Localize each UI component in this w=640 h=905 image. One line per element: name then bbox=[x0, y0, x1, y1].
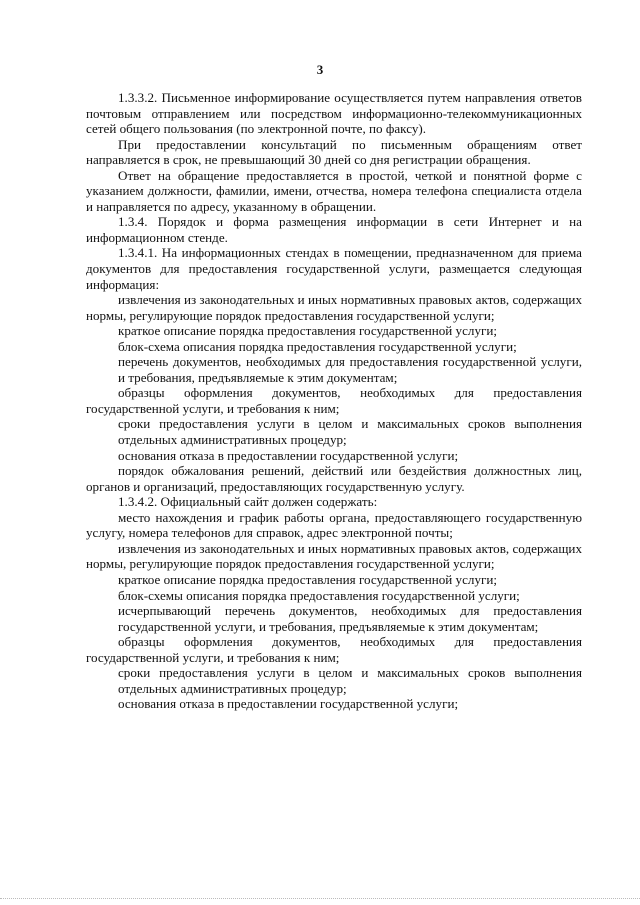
scan-edge-divider bbox=[0, 898, 640, 900]
list-item: блок-схемы описания порядка предоставления государственной услуги; bbox=[118, 587, 520, 603]
paragraph-1-3-4-2: 1.3.4.2. Официальный сайт должен содержать: bbox=[118, 494, 378, 510]
document-body bbox=[86, 90, 582, 712]
list-item: образцы оформления документов, необходимых для предоставления государственной услуги, и требования к ним; bbox=[86, 385, 582, 416]
list-item: перечень документов, необходимых для предоставления государственной услуги, и требования, предъявляемые к этим документам; bbox=[118, 354, 582, 385]
paragraph-1-3-4: 1.3.4. Порядок и форма размещения информации в сети Интернет и на информационном стенде. bbox=[86, 214, 582, 245]
list-item: блок-схема описания порядка предоставления государственной услуги; bbox=[118, 338, 517, 354]
list-item: краткое описание порядка предоставления государственной услуги; bbox=[118, 571, 498, 587]
list-item: основания отказа в предоставлении государственной услуги; bbox=[118, 447, 459, 463]
list-item: место нахождения и график работы органа, предоставляющего государственную услугу, номера телефонов для справок, адрес электронной почты; bbox=[86, 509, 582, 541]
list-item: порядок обжалования решений, действий или бездействия должностных лиц, органов и организаций, предоставляющих государственную услугу. bbox=[86, 463, 582, 494]
list-item: извлечения из законодательных и иных нормативных правовых актов, содержащих нормы, регулирующие порядок предоставления государственной услуги; bbox=[86, 540, 582, 572]
paragraph-1-3-3-2: 1.3.3.2. Письменное информирование осуществляется путем направления ответов почтовым отправлением или посредством информационно-телекоммуникационных сетей общего пользования (по электронной почте, по факсу). bbox=[86, 90, 582, 137]
paragraph-response-deadline: При предоставлении консультаций по письменным обращениям ответ направляется в срок, не превышающий 30 дней со дня регистрации обращения. bbox=[86, 136, 582, 168]
paragraph-response-form: Ответ на обращение предоставляется в простой, четкой и понятной форме с указанием должности, фамилии, имени, отчества, номера телефона специалиста отдела и направляется по адресу, указанному в обращении. bbox=[86, 167, 582, 214]
list-item: сроки предоставления услуги в целом и максимальных сроков выполнения отдельных административных процедур; bbox=[118, 665, 582, 696]
paragraph-1-3-4-1: 1.3.4.1. На информационных стендах в помещении, предназначенном для приема документов для предоставления государственной услуги, размещается следующая информация: bbox=[86, 245, 582, 292]
page-number: 3 bbox=[316, 62, 324, 77]
list-item: образцы оформления документов, необходимых для предоставления государственной услуги, и требования к ним; bbox=[86, 634, 582, 665]
list-item: краткое описание порядка предоставления государственной услуги; bbox=[118, 323, 498, 339]
list-item: основания отказа в предоставлении государственной услуги; bbox=[118, 696, 459, 712]
list-item: извлечения из законодательных и иных нормативных правовых актов, содержащих нормы, регулирующие порядок предоставления государственной услуги; bbox=[86, 292, 582, 323]
list-item: сроки предоставления услуги в целом и максимальных сроков выполнения отдельных административных процедур; bbox=[118, 416, 582, 448]
list-item: исчерпывающий перечень документов, необходимых для предоставления государственной услуги, и требования, предъявляемые к этим документам; bbox=[118, 603, 582, 634]
